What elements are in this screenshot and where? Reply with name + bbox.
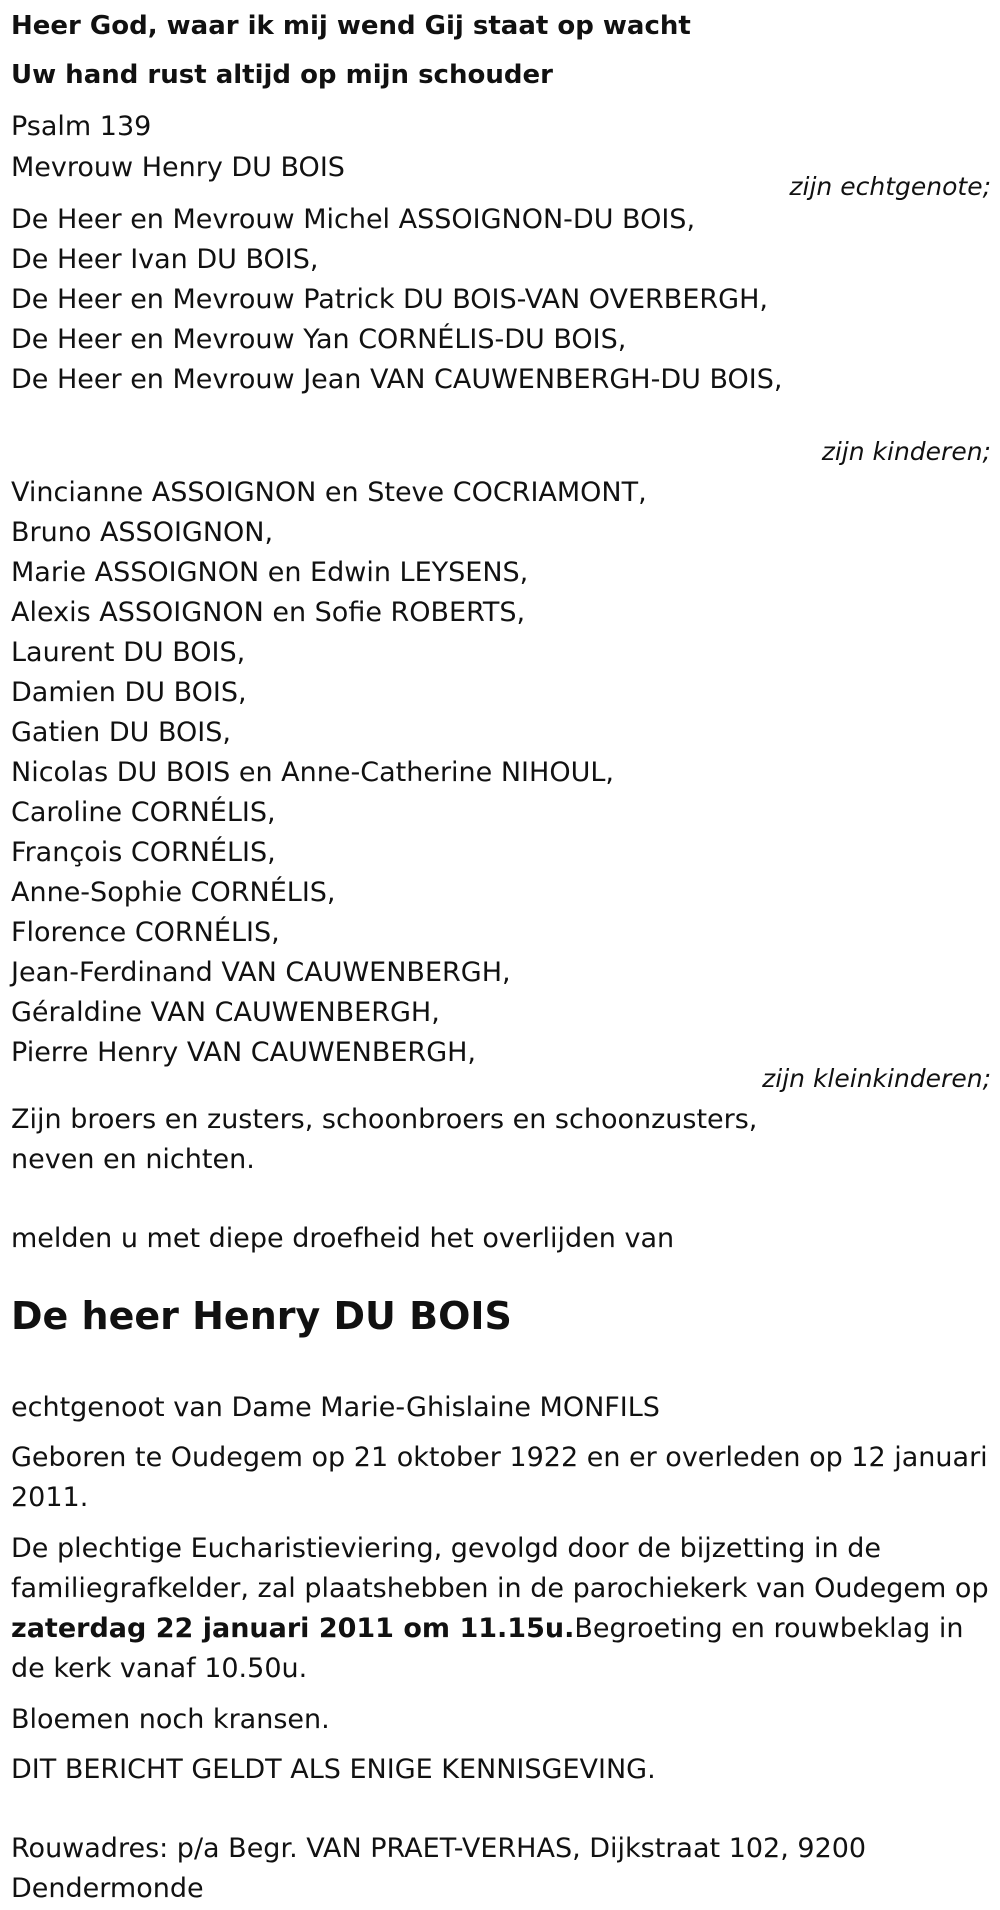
ceremony-info (11, 1529, 996, 1689)
grandchild-name: Nicolas DU BOIS en Anne-Catherine NIHOUL, (11, 757, 614, 788)
ceremony-intro: De plechtige Eucharistieviering, gevolgd door de bijzetting in de familiegrafkelder, zal plaatshebben in de parochiekerk van Oudegem op (11, 1533, 989, 1604)
verse-line-1: Heer God, waar ik mij wend Gij staat op wacht (11, 11, 691, 41)
notice-statement: DIT BERICHT GELDT ALS ENIGE KENNISGEVING. (11, 1754, 656, 1785)
relatives-line-2: neven en nichten. (11, 1144, 255, 1175)
grandchild-name: Géraldine VAN CAUWENBERGH, (11, 997, 440, 1028)
birth-death-info: Geboren te Oudegem op 21 oktober 1922 en er overleden op 12 januari 2011. (11, 1442, 988, 1513)
child-name: De Heer en Mevrouw Yan CORNÉLIS-DU BOIS, (11, 324, 627, 355)
child-name: De Heer en Mevrouw Michel ASSOIGNON-DU BOIS, (11, 204, 696, 235)
flowers-note: Bloemen noch kransen. (11, 1704, 330, 1735)
grandchild-name: Marie ASSOIGNON en Edwin LEYSENS, (11, 557, 529, 588)
child-name: De Heer en Mevrouw Patrick DU BOIS-VAN OVERBERGH, (11, 284, 768, 315)
spouse-role: zijn echtgenote; (789, 172, 991, 201)
ceremony-reception: Begroeting en rouwbeklag in de kerk vanaf 10.50u. (11, 1613, 964, 1684)
children-role: zijn kinderen; (821, 437, 991, 466)
child-name: De Heer en Mevrouw Jean VAN CAUWENBERGH-DU BOIS, (11, 364, 783, 395)
child-name: De Heer Ivan DU BOIS, (11, 244, 319, 275)
grandchild-name: Vincianne ASSOIGNON en Steve COCRIAMONT, (11, 477, 647, 508)
grandchild-name: Bruno ASSOIGNON, (11, 517, 274, 548)
grandchild-name: Laurent DU BOIS, (11, 637, 246, 668)
deceased-name: De heer Henry DU BOIS (11, 1294, 512, 1338)
grandchild-name: Pierre Henry VAN CAUWENBERGH, (11, 1037, 476, 1068)
relatives-line-1: Zijn broers en zusters, schoonbroers en schoonzusters, (11, 1104, 758, 1135)
grandchild-name: Damien DU BOIS, (11, 677, 247, 708)
grandchild-name: Gatien DU BOIS, (11, 717, 231, 748)
mourning-address: Rouwadres: p/a Begr. VAN PRAET-VERHAS, Dijkstraat 102, 9200 Dendermonde (11, 1833, 867, 1904)
grandchild-name: Alexis ASSOIGNON en Sofie ROBERTS, (11, 597, 526, 628)
grandchild-name: François CORNÉLIS, (11, 837, 276, 868)
announcement: melden u met diepe droefheid het overlijden van (11, 1223, 675, 1254)
spouse-name: Mevrouw Henry DU BOIS (11, 152, 345, 183)
grandchild-name: Jean-Ferdinand VAN CAUWENBERGH, (11, 957, 511, 988)
grandchildren-list (11, 473, 647, 1073)
verse-line-2: Uw hand rust altijd op mijn schouder (11, 60, 553, 90)
grandchildren-role: zijn kleinkinderen; (762, 1064, 991, 1093)
children-list (11, 200, 782, 400)
grandchild-name: Florence CORNÉLIS, (11, 917, 280, 948)
ceremony-date-time: zaterdag 22 januari 2011 om 11.15u. (11, 1613, 575, 1644)
verse-source: Psalm 139 (11, 111, 152, 142)
deceased-spouse-of: echtgenoot van Dame Marie-Ghislaine MONFILS (11, 1392, 660, 1423)
relatives (11, 1100, 757, 1180)
grandchild-name: Caroline CORNÉLIS, (11, 797, 276, 828)
grandchild-name: Anne-Sophie CORNÉLIS, (11, 877, 336, 908)
